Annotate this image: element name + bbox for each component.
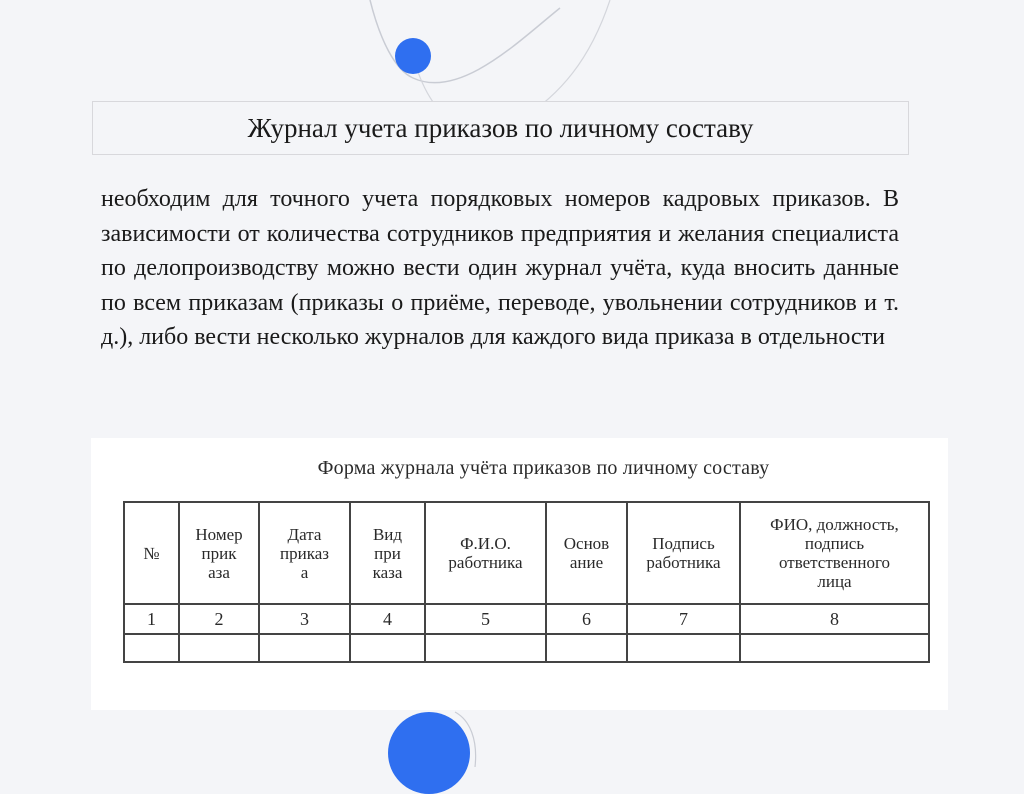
number-cell: 7 [627,604,740,634]
number-cell: 2 [179,604,259,634]
header-cell-employee-name: Ф.И.О. работника [425,502,546,604]
number-cell: 1 [124,604,179,634]
header-cell-responsible-person: ФИО, должность, подпись ответственного лица [740,502,929,604]
decorative-dot-top [395,38,431,74]
header-cell-order-number: Номер прик аза [179,502,259,604]
header-cell-order-type: Вид при каза [350,502,425,604]
header-cell-number-sign: № [124,502,179,604]
table-empty-row [124,634,929,662]
empty-cell [425,634,546,662]
journal-table [123,501,930,663]
table-header-row [124,502,929,604]
body-paragraph: необходим для точного учета порядковых номеров кадровых приказов. В зависимости от количества сотрудников предприятия и желания специалиста по делопроизводству можно вести один журнал учёта, куда вносить данные по всем приказам (приказы о приёме, переводе, увольнении сотрудников и т. д.), либо вести несколько журналов для каждого вида приказа в отдельности [101,186,899,351]
form-title: Форма журнала учёта приказов по личному составу [317,457,770,479]
table-number-row [124,604,929,634]
empty-cell [259,634,350,662]
header-cell-employee-signature: Подпись работника [627,502,740,604]
empty-cell [350,634,425,662]
empty-cell [546,634,627,662]
empty-cell [124,634,179,662]
empty-cell [740,634,929,662]
number-cell: 3 [259,604,350,634]
slide-title: Журнал учета приказов по личному составу [247,112,754,143]
empty-cell [627,634,740,662]
journal-form-image [91,438,948,710]
header-cell-basis: Основ ание [546,502,627,604]
number-cell: 5 [425,604,546,634]
number-cell: 4 [350,604,425,634]
number-cell: 8 [740,604,929,634]
number-cell: 6 [546,604,627,634]
empty-cell [179,634,259,662]
header-cell-order-date: Дата приказ а [259,502,350,604]
decorative-dot-bottom [388,712,470,794]
title-box [92,101,909,155]
